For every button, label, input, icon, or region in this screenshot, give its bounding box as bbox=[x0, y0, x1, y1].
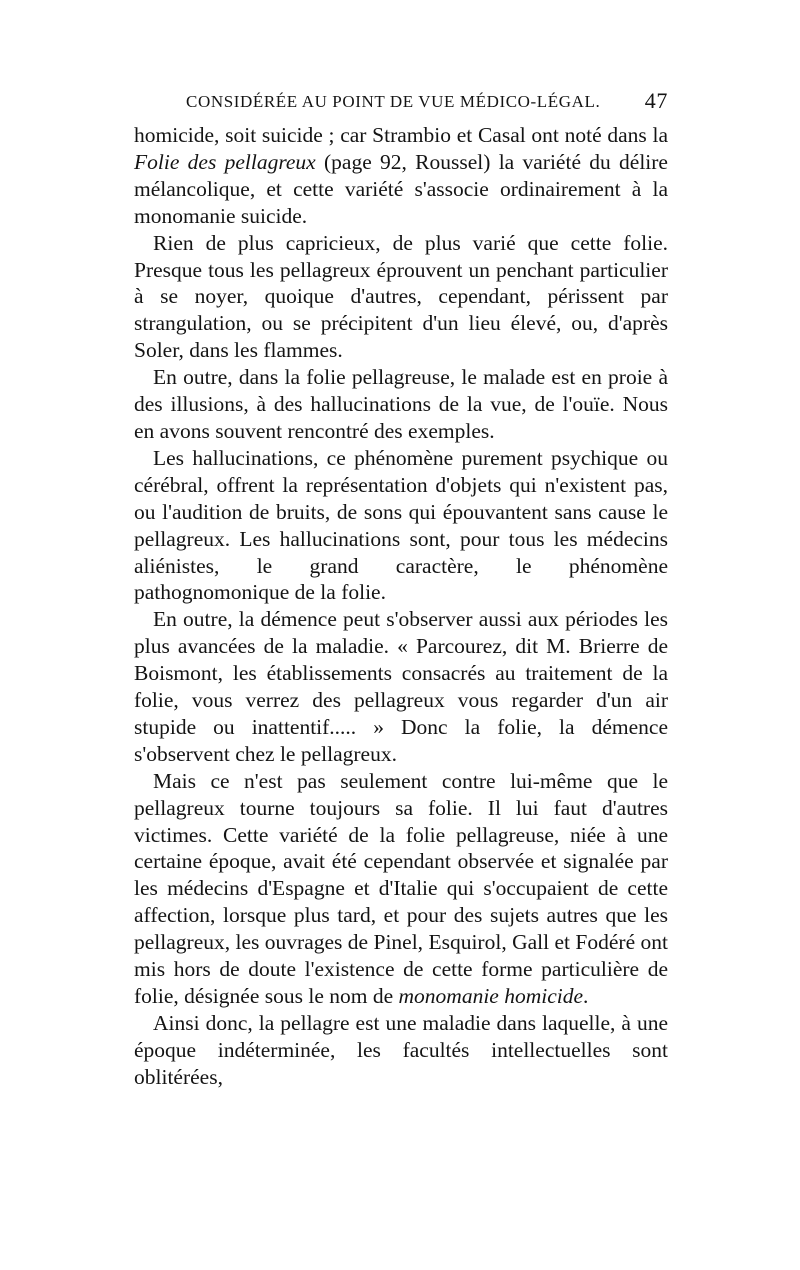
text-run: (page 92, Roussel) la variété du délire mélancolique, et cette variété s'associe ordinairement à la monomanie suicide. bbox=[134, 149, 668, 228]
paragraph: En outre, la démence peut s'observer aussi aux périodes les plus avancées de la maladie. « Parcourez, dit M. Brierre de Boismont, les établissements consacrés au traitement de la folie, vous verrez des pellagreux vous regarder d'un air stupide ou inattentif..... » Donc la folie, la démence s'observent chez le pellagreux. bbox=[134, 607, 668, 766]
text-run: homicide, soit suicide ; car Strambio et Casal ont noté dans la bbox=[134, 123, 668, 147]
paragraph: En outre, dans la folie pellagreuse, le malade est en proie à des illusions, à des hallucinations de la vue, de l'ouïe. Nous en avons souvent rencontré des exemples. bbox=[134, 365, 668, 443]
paragraph: Rien de plus capricieux, de plus varié que cette folie. Presque tous les pellagreux éprouvent un penchant particulier à se noyer, quoique d'autres, cependant, périssent par strangulation, ou se précipitent d'un lieu élevé, ou, d'après Soler, dans les flammes. bbox=[134, 230, 668, 363]
page-number: 47 bbox=[644, 88, 668, 113]
book-page bbox=[134, 88, 668, 1091]
paragraph: Les hallucinations, ce phénomène purement psychique ou cérébral, offrent la représentation d'objets qui n'existent pas, ou l'audition de bruits, de sons qui épouvantent sans cause le pellagreux. Les hallucinations sont, pour tous les médecins aliénistes, le grand caractère, le phénomène pathognomonique de la folie. bbox=[134, 445, 668, 605]
italic-title: Folie des pellagreux bbox=[134, 149, 316, 174]
paragraph: Ainsi donc, la pellagre est une maladie dans laquelle, à une époque indéterminée, les facultés intellectuelles sont oblitérées, bbox=[134, 1010, 668, 1089]
italic-term: monomanie homicide bbox=[398, 984, 584, 1008]
running-header bbox=[134, 88, 668, 122]
paragraph-continuation bbox=[134, 122, 668, 230]
paragraph: Mais ce n'est pas seulement contre lui-même que le pellagreux tourne toujours sa folie. Il lui faut d'autres victimes. Cette variété de la folie pellagreuse, niée à une certaine époque, avait été cependant observée et signalée par les médecins d'Espagne et d'Italie qui s'occupaient de cette affection, lorsque plus tard, et pour des sujets autres que les pellagreux, les ouvrages de Pinel, Esquirol, Gall et Fodéré ont mis hors de doute l'existence de cette forme particulière de folie, désignée sous le nom de monomanie homicide. bbox=[134, 768, 668, 1008]
body-text bbox=[134, 122, 668, 1091]
running-title: CONSIDÉRÉE AU POINT DE VUE MÉDICO-LÉGAL. bbox=[186, 92, 601, 111]
